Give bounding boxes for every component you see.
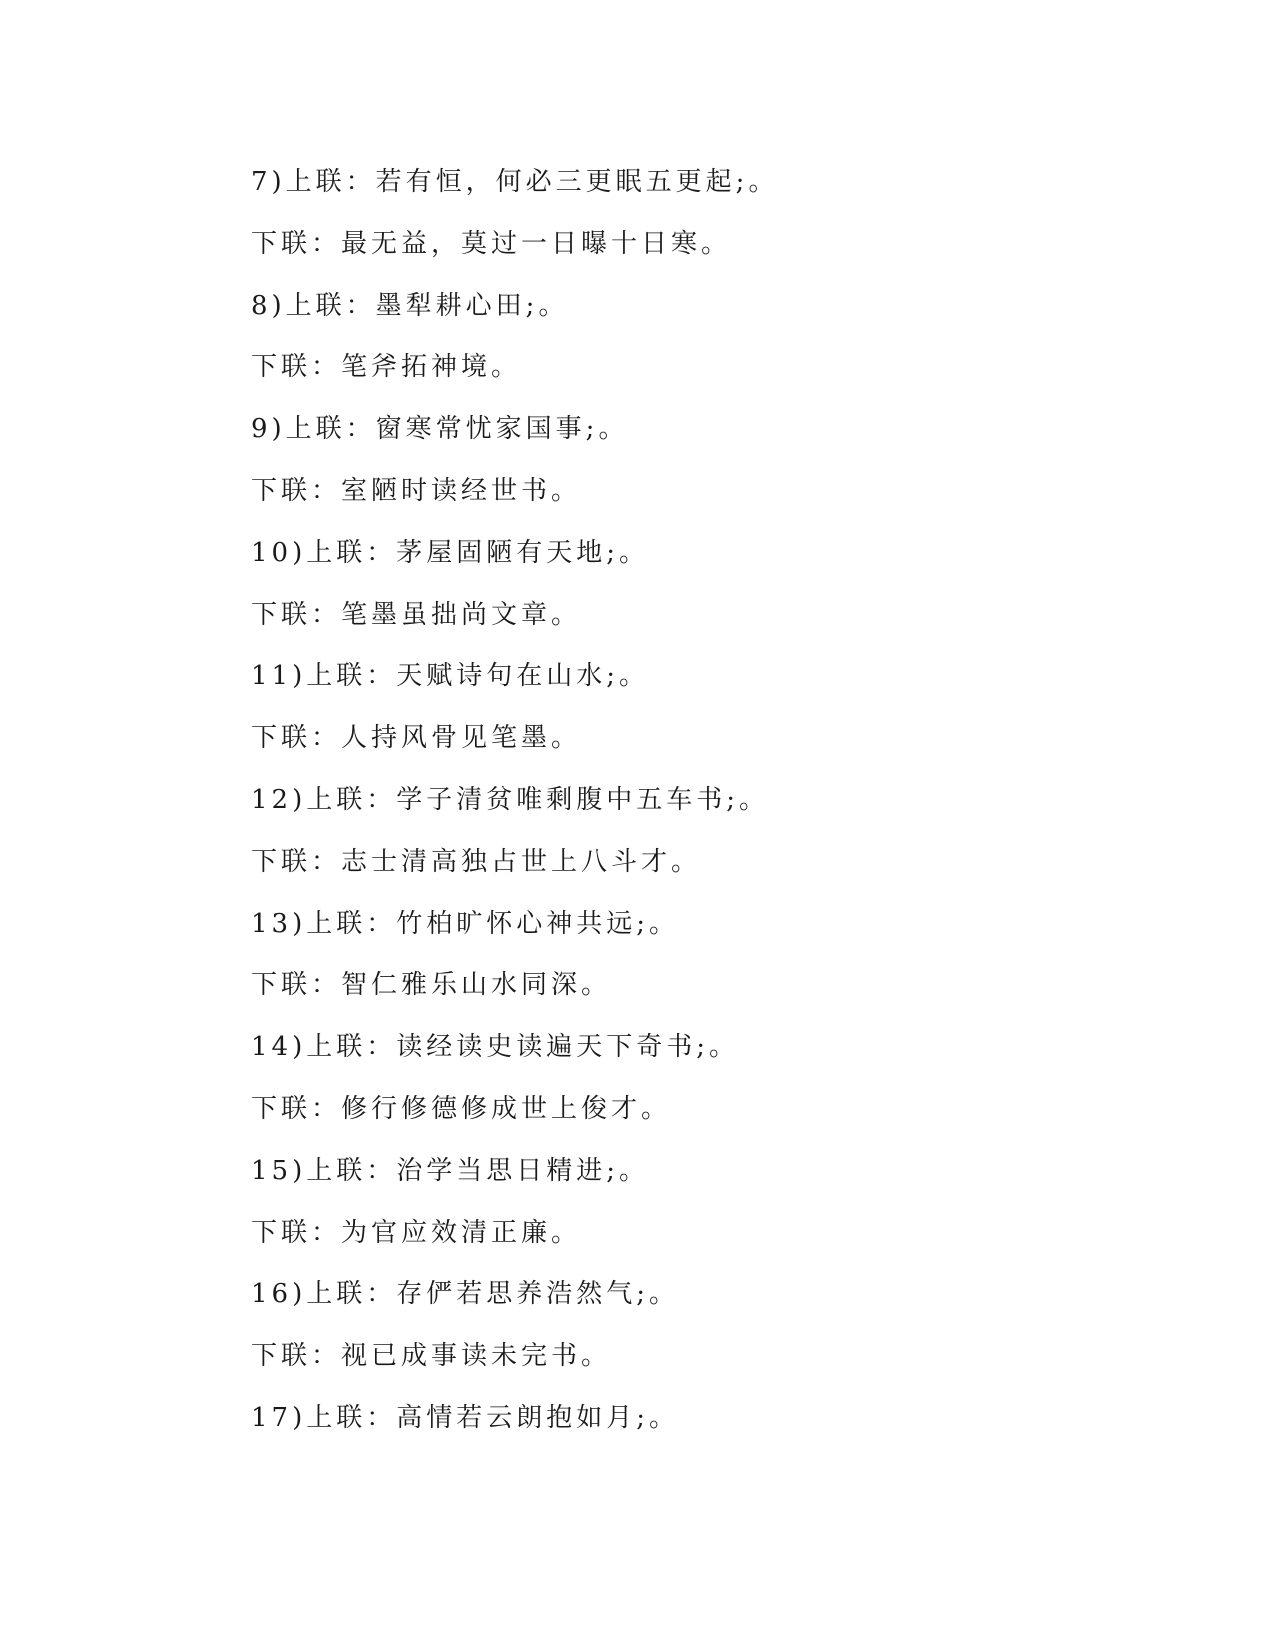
couplet-line: 17)上联：高情若云朗抱如月;。 — [251, 1402, 679, 1433]
couplet-line: 下联：智仁雅乐山水同深。 — [251, 970, 612, 1001]
couplet-list — [251, 160, 1151, 1458]
couplet-line: 11)上联：天赋诗句在山水;。 — [251, 661, 649, 692]
couplet-line: 7)上联：若有恒，何必三更眠五更起;。 — [251, 167, 779, 197]
couplet-line: 下联：人持风骨见笔墨。 — [251, 723, 582, 754]
couplet-line: 下联：最无益，莫过一日曝十日寒。 — [251, 228, 732, 259]
couplet-line: 15)上联：治学当思日精进;。 — [251, 1155, 649, 1186]
couplet-line: 16)上联：存俨若思养浩然气;。 — [251, 1279, 679, 1310]
couplet-line: 12)上联：学子清贫唯剩腹中五车书;。 — [251, 784, 769, 815]
couplet-line: 下联：笔斧拓神境。 — [251, 352, 522, 383]
couplet-line: 下联：笔墨虽拙尚文章。 — [251, 599, 582, 630]
couplet-line: 下联：室陋时读经世书。 — [251, 475, 582, 506]
couplet-line: 14)上联：读经读史读遍天下奇书;。 — [251, 1032, 739, 1063]
couplet-line: 9)上联：窗寒常忧家国事;。 — [251, 414, 629, 445]
couplet-line: 8)上联：墨犁耕心田;。 — [251, 290, 569, 321]
couplet-line: 下联：为官应效清正廉。 — [251, 1217, 582, 1248]
couplet-line: 10)上联：茅屋固陋有天地;。 — [251, 537, 649, 568]
couplet-line: 13)上联：竹柏旷怀心神共远;。 — [251, 908, 679, 939]
couplet-line: 下联：视已成事读未完书。 — [251, 1341, 612, 1372]
couplet-line: 下联：志士清高独占世上八斗才。 — [251, 846, 702, 877]
couplet-line: 下联：修行修德修成世上俊才。 — [251, 1093, 672, 1124]
